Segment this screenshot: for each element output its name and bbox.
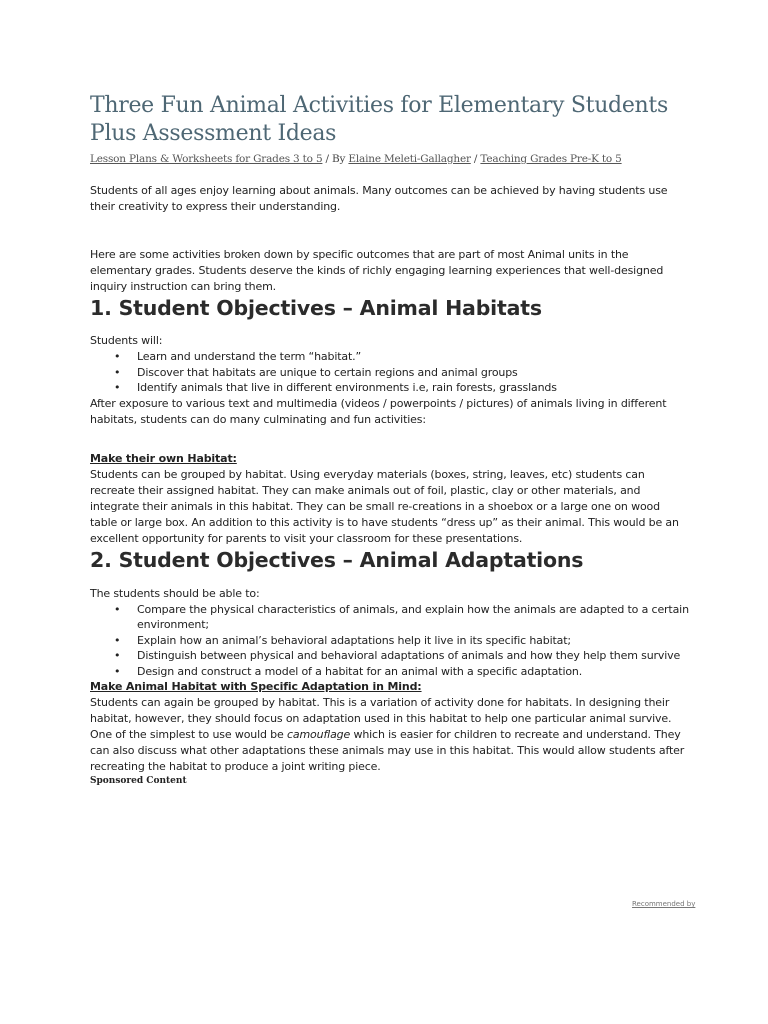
bullet-icon: • — [114, 602, 121, 616]
bullet-icon: • — [114, 365, 121, 379]
list-item — [90, 664, 690, 680]
bullet-icon: • — [114, 664, 121, 678]
byline-separator: / — [470, 153, 481, 165]
bullet-icon: • — [114, 381, 121, 394]
list-item — [90, 349, 690, 365]
bullet-icon: • — [114, 649, 121, 662]
article-title: Three Fun Animal Activities for Elementary Students Plus Assessment Ideas — [90, 93, 668, 146]
activity-title-habitat: Make their own Habitat: — [90, 451, 237, 465]
bullet-icon: • — [114, 633, 121, 647]
activity-paragraph: Students can be grouped by habitat. Using everyday materials (boxes, string, leaves, etc) students can recreate their assigned habitat. They can make animals out of foil, plastic, clay or other materials, and integrate their animals in this habitat. They can be small re-creations in a shoebox or a large one on wood table or large box. An addition to this activity is to have students “dress up” as their animal. This would be an excellent opportunity for parents to visit your classroom for these presentations. — [90, 467, 679, 545]
list-item-text: Discover that habitats are unique to certain regions and animal groups — [137, 365, 518, 379]
list-item — [90, 380, 690, 396]
section-lead: The students should be able to: — [90, 586, 260, 600]
section-lead: Students will: — [90, 334, 163, 347]
list-item-text: Explain how an animal’s behavioral adaptations help it live in its specific habitat; — [137, 633, 571, 647]
emphasis-text: camouflage — [286, 728, 351, 741]
list-item — [90, 648, 690, 664]
intro-paragraph: Here are some activities broken down by specific outcomes that are part of most Animal units in the elementary grades. Students deserve the kinds of richly engaging learning experiences that well-designed inquiry instruction can bring them. — [90, 248, 664, 293]
sponsored-content-label: Sponsored Content — [90, 776, 187, 786]
list-item-text: Identify animals that live in different environments i.e, rain forests, grasslands — [137, 381, 557, 394]
byline-separator: / By — [322, 153, 349, 165]
section-heading-adaptations: 2. Student Objectives – Animal Adaptations — [90, 547, 584, 572]
activity-text: which is easier for children to recreate and understand. They can also discuss what other adaptations these animals may use in this habitat. This would allow students after recreating the habitat to produce a joint writing piece. — [90, 728, 685, 773]
bullet-icon: • — [114, 350, 121, 363]
list-item-text: Design and construct a model of a habitat for an animal with a specific adaptation. — [137, 664, 583, 678]
section-link[interactable]: Teaching Grades Pre-K to 5 — [480, 153, 622, 165]
intro-paragraph: Students of all ages enjoy learning about animals. Many outcomes can be achieved by having students use their creativity to express their understanding. — [90, 184, 668, 213]
section-heading-habitats: 1. Student Objectives – Animal Habitats — [90, 296, 542, 320]
list-item-text: Distinguish between physical and behavioral adaptations of animals and how they help them survive — [137, 649, 681, 662]
list-item — [90, 365, 690, 381]
recommended-by-link[interactable]: Recommended by — [632, 900, 696, 908]
category-link[interactable]: Lesson Plans & Worksheets for Grades 3 to 5 — [90, 153, 323, 165]
objectives-list-adaptations — [90, 602, 690, 680]
activity-title-adaptation: Make Animal Habitat with Specific Adaptation in Mind: — [90, 680, 422, 693]
section-paragraph: After exposure to various text and multimedia (videos / powerpoints / pictures) of animals living in different habitats, students can do many culminating and fun activities: — [90, 396, 667, 426]
author-link[interactable]: Elaine Meleti-Gallagher — [348, 153, 471, 165]
activity-paragraph — [90, 695, 690, 775]
list-item-text: Compare the physical characteristics of animals, and explain how the animals are adapted to a certain environment; — [137, 602, 689, 631]
objectives-list-habitats — [90, 349, 690, 396]
list-item — [90, 602, 690, 633]
byline — [90, 152, 690, 166]
article — [90, 92, 690, 787]
list-item — [90, 633, 690, 649]
activity-text: Students can again be grouped by habitat. This is a variation of activity done for habitats. In designing their habitat, however, they should focus on adaptation used in this habitat to help one particular animal survive. One of the simplest to use would be — [90, 696, 672, 741]
list-item-text: Learn and understand the term “habitat.” — [137, 350, 362, 363]
